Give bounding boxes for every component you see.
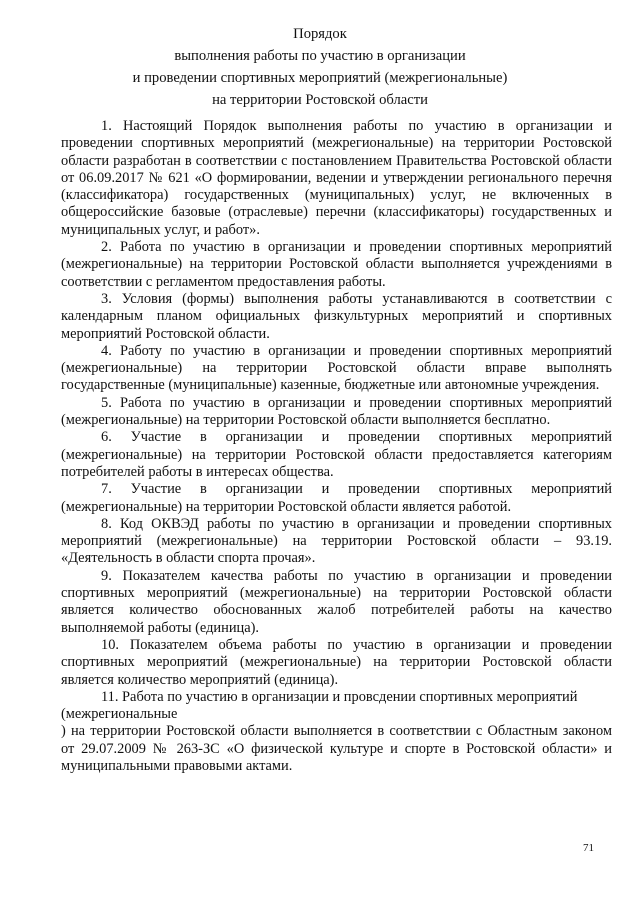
document-title [0,23,640,111]
title-line-1: Порядок [293,26,347,42]
paragraph-10: 10. Показателем объема работы по участию в организации и проведении спортивных мероприятий (межрегиональные) на территории Ростовской области является количество мероприятий (единица). [61,636,612,688]
page-number: 71 [583,842,594,854]
paragraph-2: 2. Работа по участию в организации и проведении спортивных мероприятий (межрегиональные) на территории Ростовской области выполняется учреждениями в соответствии с регламентом предоставления работы. [61,239,612,290]
title-line-3: и проведении спортивных мероприятий (межрегиональные) [132,70,508,86]
title-line-4: на территории Ростовской области [212,92,428,108]
paragraph-6: 6. Участие в организации и проведении спортивных мероприятий (межрегиональные) на территории Ростовской области предоставляется категориям потребителей работы в интересах общества. [61,429,612,480]
paragraph-8: 8. Код ОКВЭД работы по участию в организации и проведении спортивных мероприятий (межрегиональные) на территории Ростовской области – 93.19. «Деятельность в области спорта прочая». [61,515,612,567]
paragraph-11-part-1: 11. Работа по участию в организации и провсдении спортивных мероприятий (межрегиональные [61,688,578,723]
paragraph-7: 7. Участие в организации и проведении спортивных мероприятий (межрегиональные) на территории Ростовской области является работой. [61,481,612,515]
title-line-2: выполнения работы по участию в организации [174,48,466,64]
paragraph-4: 4. Работу по участию в организации и проведении спортивных мероприятий (межрегиональные) на территории Ростовской области вправе выполнять государственные (муниципальные) казенные, бюджетные или автономные учреждения. [61,342,612,394]
paragraph-11-part-2: ) на территории Ростовской области выполняется в соответствии с Областным законом от 29.07.2009 № 263-ЗС «О физической культуре и спорте в Ростовской области» и муниципальными правовыми актами. [61,723,612,774]
paragraph-5: 5. Работа по участию в организации и проведении спортивных мероприятий (межрегиональные) на территории Ростовской области выполняется бесплатно. [61,394,612,429]
paragraph-1: 1. Настоящий Порядок выполнения работы по участию в организации и проведении спортивных мероприятий (межрегиональные) на территории Ростовской области разработан в соответствии с постановлением Правительства Ростовской области от 06.09.2017 № 621 «О формировании, ведении и утверждении регионального перечня (классификатора) государственных (муниципальных) услуг, не включенных в общероссийские базовые (отраслевые) перечни (классификаторы) государственных и муниципальных услуг, и работ». [61,118,612,238]
document-body [61,118,612,775]
paragraph-3: 3. Условия (формы) выполнения работы устанавливаются в соответствии с календарным планом официальных физкультурных мероприятий и спортивных мероприятий Ростовской области. [61,290,612,342]
paragraph-9: 9. Показателем качества работы по участию в организации и проведении спортивных мероприятий (межрегиональные) на территории Ростовской области является количество обоснованных жалоб потребителей работы на качество выполняемой работы (единица). [61,567,612,636]
